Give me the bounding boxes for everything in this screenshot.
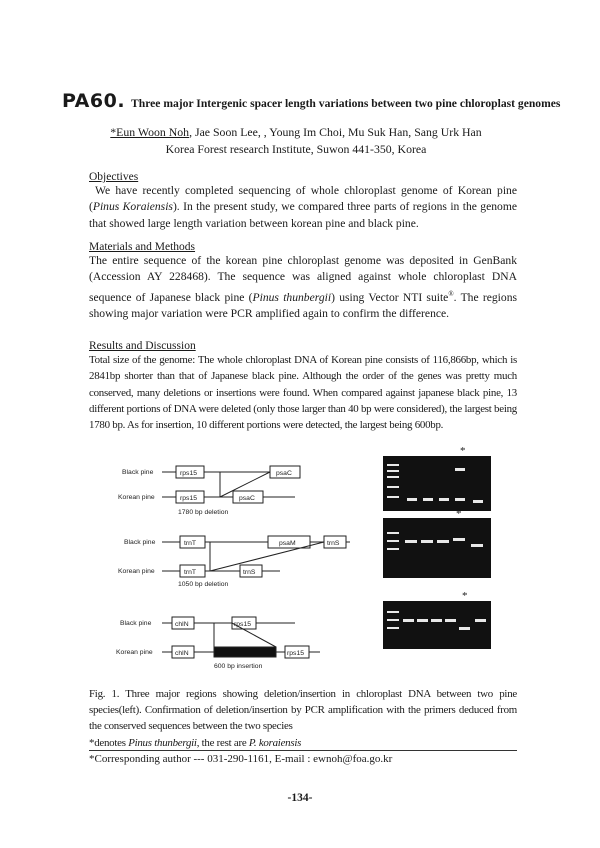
star-marker: * <box>456 508 462 520</box>
gene-label: trnS <box>327 540 340 547</box>
gene-label: rps15 <box>180 470 198 477</box>
row-label-black-pine: Black pine <box>122 469 154 476</box>
row-label-black-pine: Black pine <box>124 539 156 546</box>
registered-mark: ® <box>448 289 454 298</box>
gene-label: psaC <box>239 495 255 502</box>
results-text: Total size of the genome: The whole chloroplast DNA of Korean pine consists of 116,866bp, which is 2841bp shorter than that of Japanese black pine. Although the order of the genes was pretty much conserved, many deletions or insertions were found. When compared against japanese black pine, 13 different portions of DNA were deleted (only those larger than 40 bp were considered), the largest being 1780 bp. As for insertion, 10 different portions were detected, the largest being 600bp. <box>89 354 517 432</box>
paper-title: Three major Intergenic spacer length variations between two pine chloroplast genomes <box>131 97 561 110</box>
corresponding-author-footnote: *Corresponding author --- 031-290-1161, E-mail : ewnoh@foa.go.kr <box>89 750 517 765</box>
gene-label: rps15 <box>180 495 198 502</box>
gel-image <box>383 601 491 649</box>
gene-label: psaC <box>276 470 292 477</box>
results-heading: Results and Discussion <box>89 340 196 352</box>
variation-note: 600 bp insertion <box>214 663 263 670</box>
gel-bands <box>383 456 491 511</box>
objectives-text: We have recently completed sequencing of whole chloroplast genome of Korean pine (Pinus Koraiensis). In the present study, we compared three parts of regions in the genome that showed large length variation between korean pine and black pine. <box>89 184 517 230</box>
gel-bands <box>383 601 491 649</box>
row-label-black-pine: Black pine <box>120 620 152 627</box>
figure-caption <box>89 686 517 751</box>
caption-text: Fig. 1. Three major regions showing deletion/insertion in chloroplast DNA between two pine species(left). Confirmation of deletion/insertion by PCR amplification with the primers deduced from the conserved sequences between the two species <box>89 688 517 733</box>
author-list <box>62 124 530 141</box>
variation-note: 1050 bp deletion <box>178 581 229 588</box>
presenting-author: *Eun Woon Noh <box>110 125 190 139</box>
objectives-section <box>89 171 517 232</box>
gel-image <box>383 456 491 511</box>
gene-label: psaM <box>279 540 296 547</box>
page-number: -134- <box>287 792 313 804</box>
gene-label: trnT <box>184 540 197 547</box>
methods-heading: Materials and Methods <box>89 241 196 253</box>
species-name: Pinus thunbergii <box>252 290 332 304</box>
gel-image <box>383 518 491 578</box>
gene-label: rps15 <box>234 621 252 628</box>
row-label-korean-pine: Korean pine <box>116 649 153 656</box>
affiliation: Korea Forest research Institute, Suwon 441-350, Korea <box>165 142 427 156</box>
gene-label: trnS <box>243 569 256 576</box>
species-name: Pinus Koraiensis <box>92 200 173 214</box>
variation-note: 1780 bp deletion <box>178 509 229 516</box>
gel-bands <box>383 518 491 578</box>
gene-label: chlN <box>175 621 189 628</box>
objectives-heading: Objectives <box>89 171 139 183</box>
gene-map-diagram <box>110 452 375 677</box>
star-marker: * <box>462 590 468 602</box>
star-marker: * <box>460 445 466 457</box>
gene-label: trnT <box>184 569 197 576</box>
row-label-korean-pine: Korean pine <box>118 568 155 575</box>
results-section <box>89 340 517 433</box>
author-block <box>62 124 530 158</box>
row-label-korean-pine: Korean pine <box>118 494 155 501</box>
gene-label: rps15 <box>287 650 305 657</box>
abstract-code: PA60. <box>62 90 126 112</box>
methods-text: The entire sequence of the korean pine chloroplast genome was deposited in GenBank (Accession AY 228468). The sequence was aligned against whole chloroplast DNA sequence of Japanese black pine (Pinus thunbergii) using Vector NTI suite®. The regions showing major variation were PCR amplified again to confirm the difference. <box>89 254 518 321</box>
coauthors: , Jae Soon Lee, , Young Im Choi, Mu Suk Han, Sang Urk Han <box>189 125 482 139</box>
methods-section <box>89 241 517 322</box>
gene-label: chlN <box>175 650 189 657</box>
caption-denotes: *denotes Pinus thunbergii, the rest are P. koraiensis <box>89 736 302 749</box>
title-row <box>62 90 562 112</box>
